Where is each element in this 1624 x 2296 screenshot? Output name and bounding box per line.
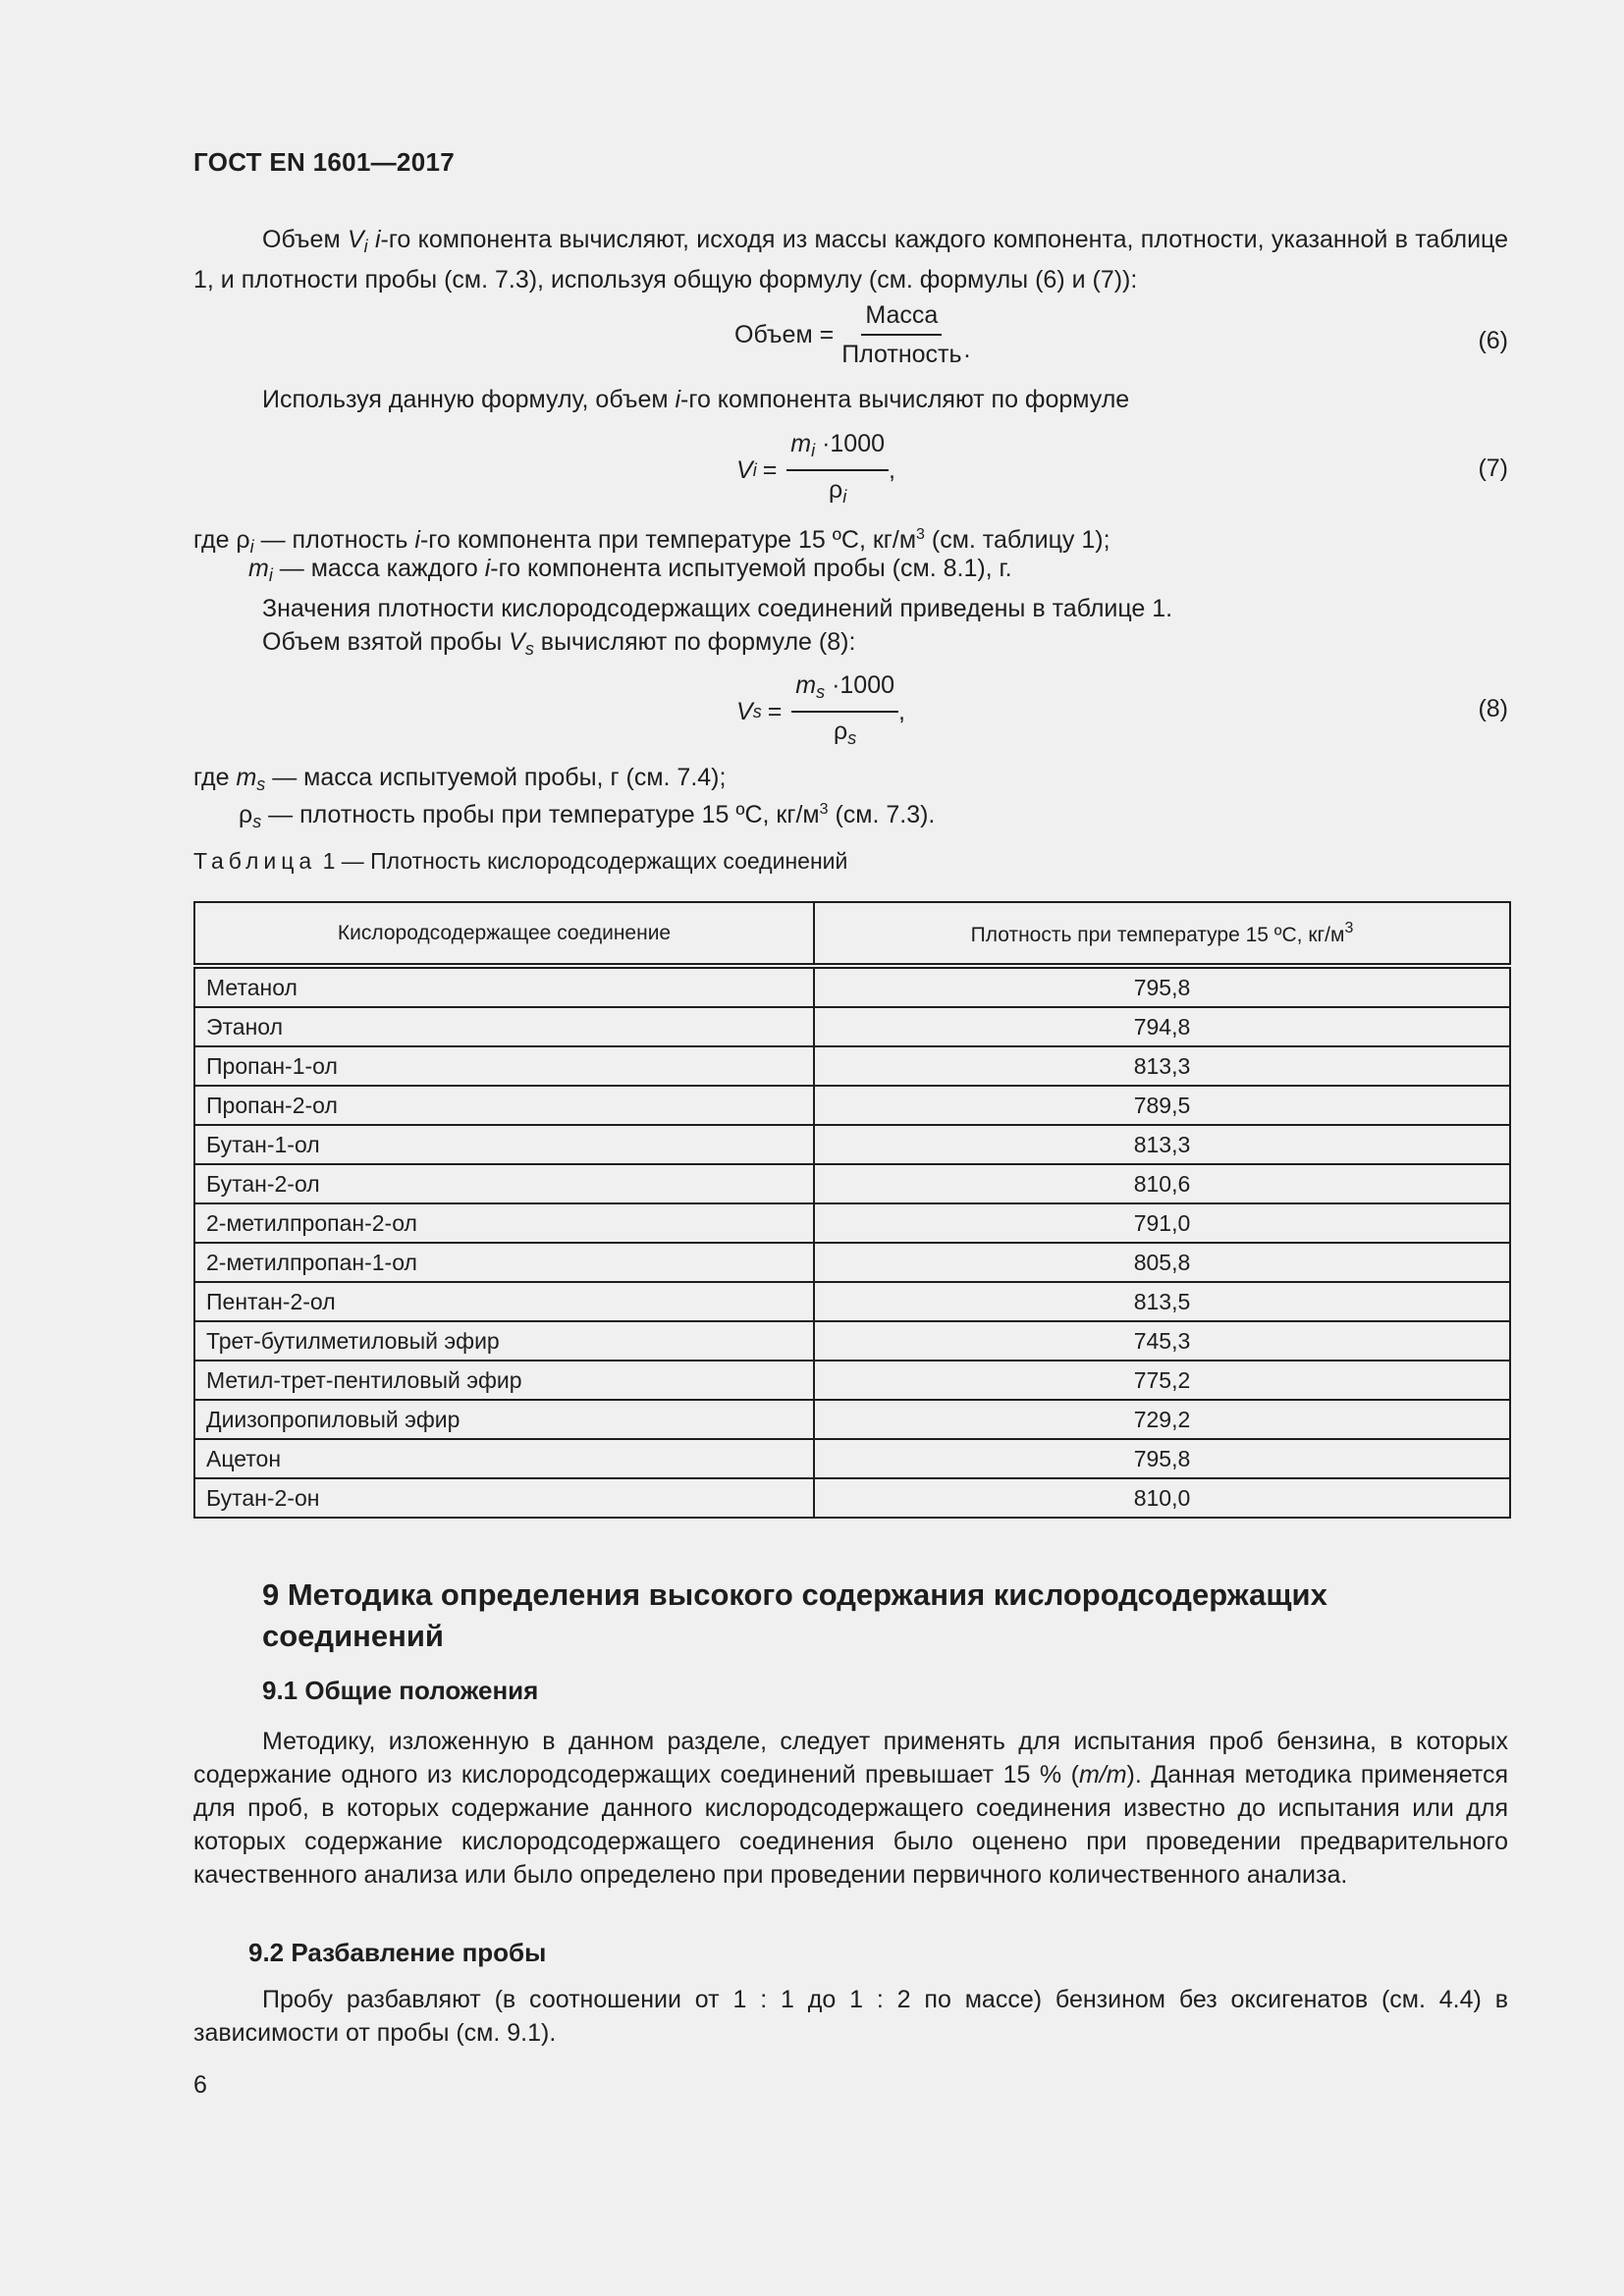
section-9-2-heading: 9.2 Разбавление пробы [248,1938,547,1967]
column-header-density: Плотность при температуре 15 ºС, $кг/м^3$ [814,902,1510,966]
compound-name-cell: Ацетон [194,1439,814,1478]
column-header-compound: Кислородсодержащее соединение [194,902,814,966]
density-value-cell: 745,3 [814,1321,1510,1361]
compound-name-cell: Пропан-1-ол [194,1046,814,1086]
where-m-s: где $m_s$ — масса испытуемой пробы, г (см. 7.4); [193,764,727,794]
density-value-cell: 795,8 [814,1439,1510,1478]
compound-name-cell: Пентан-2-ол [194,1282,814,1321]
table-row [194,1125,1510,1164]
density-value-cell: 794,8 [814,1007,1510,1046]
table-header-row [194,902,1510,966]
formula-8: V s = $\frac{m_s \cdot 1000}{\rho_s}$ , [736,671,905,748]
paragraph-sample-volume: Объем взятой пробы $V_s$ вычисляют по формуле (8): [262,628,856,659]
compound-name-cell: Метил-трет-пентиловый эфир [194,1361,814,1400]
density-value-cell: 810,0 [814,1478,1510,1518]
density-value-cell: 791,0 [814,1203,1510,1243]
section-9-heading: 9 Методика определения высокого содержания кислородсодержащих соединений [262,1577,1327,1653]
formula-6: Объем = $\frac{\text{Масса}}{\text{Плотность}}$ . [734,301,971,368]
formula-7-number: (7) [1478,454,1508,482]
page-number: 6 [193,2071,207,2099]
compound-name-cell: Этанол [194,1007,814,1046]
paragraph-formula-lead: Используя данную формулу, объем i-го компонента вычисляют по формуле [262,386,1130,413]
density-value-cell: 805,8 [814,1243,1510,1282]
compound-name-cell: Бутан-1-ол [194,1125,814,1164]
compound-name-cell: 2-метилпропан-1-ол [194,1243,814,1282]
section-9-1-heading: 9.1 Общие положения [262,1676,539,1705]
paragraph-density-values: Значения плотности кислородсодержащих соединений приведены в таблице 1. [262,595,1173,622]
compound-name-cell: Бутан-2-он [194,1478,814,1518]
density-value-cell: 795,8 [814,966,1510,1007]
table-row [194,1361,1510,1400]
document-header: ГОСТ EN 1601—2017 [193,147,455,177]
density-value-cell: 810,6 [814,1164,1510,1203]
table-row [194,1007,1510,1046]
density-value-cell: 789,5 [814,1086,1510,1125]
density-value-cell: 813,3 [814,1046,1510,1086]
density-table [193,901,1511,1519]
compound-name-cell: Диизопропиловый эфир [194,1400,814,1439]
table-row [194,1282,1510,1321]
paragraph-general-provisions: Методику, изложенную в данном разделе, следует применять для испытания проб бензина, в которых содержание одного из кислородсодержащих соединений превышает 15 % (m/m). Данная методика применяется для проб, в которых содержание данного кислородсодержащего соединения известно до испытания или для которых содержание кислородсодержащего соединения было оценено при проведении предварительного качественного анализа или было определено при проведении первичного количественного анализа. [193,1728,1509,1889]
table-row [194,1439,1510,1478]
table-row [194,1321,1510,1361]
table-row [194,1203,1510,1243]
where-m-i: $m_i$ — масса каждого i-го компонента испытуемой пробы (см. 8.1), г. [248,555,1012,585]
table-row [194,1164,1510,1203]
table-row [194,1086,1510,1125]
density-value-cell: 813,3 [814,1125,1510,1164]
table-row [194,966,1510,1007]
formula-7: V i = $\frac{m_i \cdot 1000}{\rho_i}$ , [736,430,895,507]
table-row [194,1400,1510,1439]
paragraph-volume-intro: Объем $V_i$ i-го компонента вычисляют, исходя из массы каждого компонента, плотности, указанной в таблице 1, и плотности пробы (см. 7.3), используя общую формулу (см. формулы (6) и (7)): [193,226,1509,294]
table-caption: Таблица 1 — Плотность кислородсодержащих соединений [193,848,848,874]
density-value-cell: 729,2 [814,1400,1510,1439]
table-row [194,1046,1510,1086]
compound-name-cell: Метанол [194,966,814,1007]
where-rho-s: $\rho_s$ — плотность пробы при температуре 15 ºС, $кг/м^3$ (см. 7.3). [239,801,936,831]
compound-name-cell: Бутан-2-ол [194,1164,814,1203]
paragraph-sample-dilution: Пробу разбавляют (в соотношении от 1 : 1 до 1 : 2 по массе) бензином без оксигенатов (см. 4.4) в зависимости от пробы (см. 9.1). [193,1986,1508,2047]
table-row [194,1478,1510,1518]
compound-name-cell: 2-метилпропан-2-ол [194,1203,814,1243]
density-value-cell: 775,2 [814,1361,1510,1400]
compound-name-cell: Пропан-2-ол [194,1086,814,1125]
formula-8-number: (8) [1478,695,1508,722]
where-rho-i: где $\rho_i$ — плотность i-го компонента при температуре 15 ºС, $кг/м^3$ (см. таблицу 1); [193,526,1110,557]
density-value-cell: 813,5 [814,1282,1510,1321]
table-row [194,1243,1510,1282]
compound-name-cell: Трет-бутилметиловый эфир [194,1321,814,1361]
formula-6-number: (6) [1478,327,1508,354]
